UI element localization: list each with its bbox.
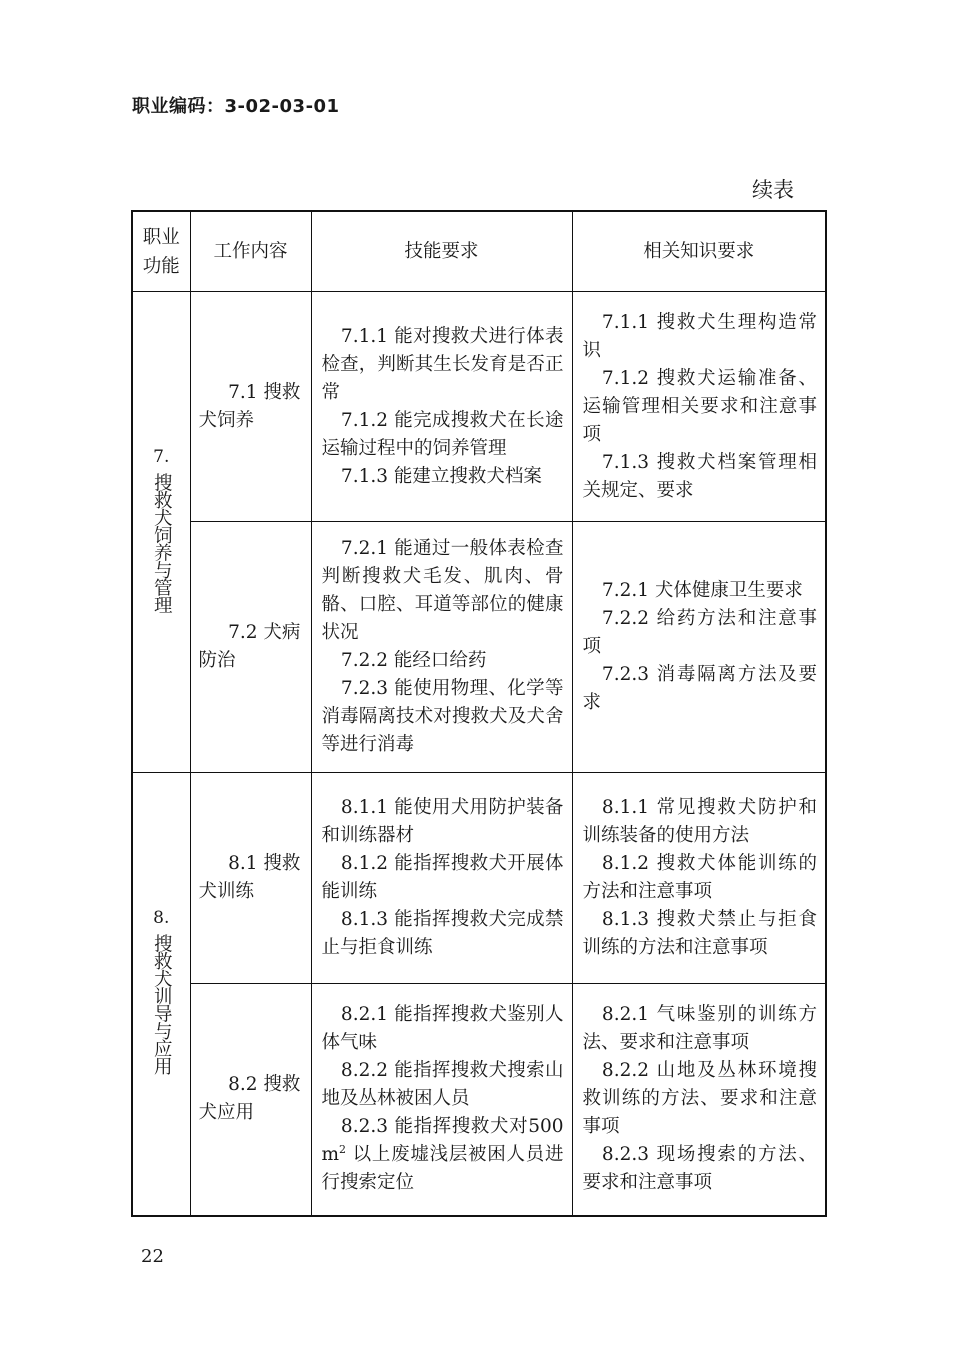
knowledge-cell: 7.2.1 犬体健康卫生要求 7.2.2 给药方法和注意事项 7.2.3 消毒隔离方法及要求 — [572, 522, 826, 773]
work-cell: 7.1 搜救犬饲养 — [190, 292, 311, 522]
knowledge-cell: 8.1.1 常见搜救犬防护和训练装备的使用方法 8.1.2 搜救犬体能训练的方法和注意事项 8.1.3 搜救犬禁止与拒食训练的方法和注意事项 — [572, 773, 826, 984]
function-cell-7 — [132, 292, 190, 773]
function-cell-8 — [132, 773, 190, 1216]
work-cell: 8.2 搜救犬应用 — [190, 984, 311, 1216]
table-row — [132, 984, 826, 1216]
work-cell: 8.1 搜救犬训练 — [190, 773, 311, 984]
function-number: 8. — [153, 908, 170, 929]
knowledge-cell: 8.2.1 气味鉴别的训练方法、要求和注意事项 8.2.2 山地及丛林环境搜救训练的方法、要求和注意事项 8.2.3 现场搜索的方法、要求和注意事项 — [572, 984, 826, 1216]
function-title: 搜救犬训导与应用 — [151, 934, 173, 1075]
occupation-table — [131, 210, 827, 1217]
continued-label: 续表 — [752, 178, 794, 202]
skills-cell: 7.1.1 能对搜救犬进行体表检查，判断其生长发育是否正常 7.1.2 能完成搜救犬在长途运输过程中的饲养管理 7.1.3 能建立搜救犬档案 — [311, 292, 572, 522]
table-header-row — [132, 211, 826, 292]
col-header-work: 工作内容 — [190, 211, 311, 292]
work-cell: 7.2 犬病防治 — [190, 522, 311, 773]
col-header-knowledge: 相关知识要求 — [572, 211, 826, 292]
skills-cell: 8.1.1 能使用犬用防护装备和训练器材 8.1.2 能指挥搜救犬开展体能训练 8.1.3 能指挥搜救犬完成禁止与拒食训练 — [311, 773, 572, 984]
table-row — [132, 292, 826, 522]
knowledge-cell: 7.1.1 搜救犬生理构造常识 7.1.2 搜救犬运输准备、运输管理相关要求和注意事项 7.1.3 搜救犬档案管理相关规定、要求 — [572, 292, 826, 522]
table-row — [132, 773, 826, 984]
skills-cell: 8.2.1 能指挥搜救犬鉴别人体气味 8.2.2 能指挥搜救犬搜索山地及丛林被困人员 8.2.3 能指挥搜救犬对500 $m^2$ 以上废墟浅层被困人员进行搜索定位 — [311, 984, 572, 1216]
skill-8-2-3: 8.2.3 能指挥搜救犬对500 $m^2$ 以上废墟浅层被困人员进行搜索定位 — [321, 1116, 564, 1194]
col-header-skills: 技能要求 — [311, 211, 572, 292]
table-row — [132, 522, 826, 773]
function-title: 搜救犬饲养与管理 — [151, 472, 173, 613]
function-number: 7. — [153, 446, 170, 467]
col-header-function: 职业功能 — [132, 211, 190, 292]
page-number: 22 — [141, 1246, 164, 1267]
skills-cell: 7.2.1 能通过一般体表检查判断搜救犬毛发、肌肉、骨骼、口腔、耳道等部位的健康状况 7.2.2 能经口给药 7.2.3 能使用物理、化学等消毒隔离技术对搜救犬及犬舍等进行消毒 — [311, 522, 572, 773]
occupation-code: 职业编码：3-02-03-01 — [132, 96, 340, 117]
